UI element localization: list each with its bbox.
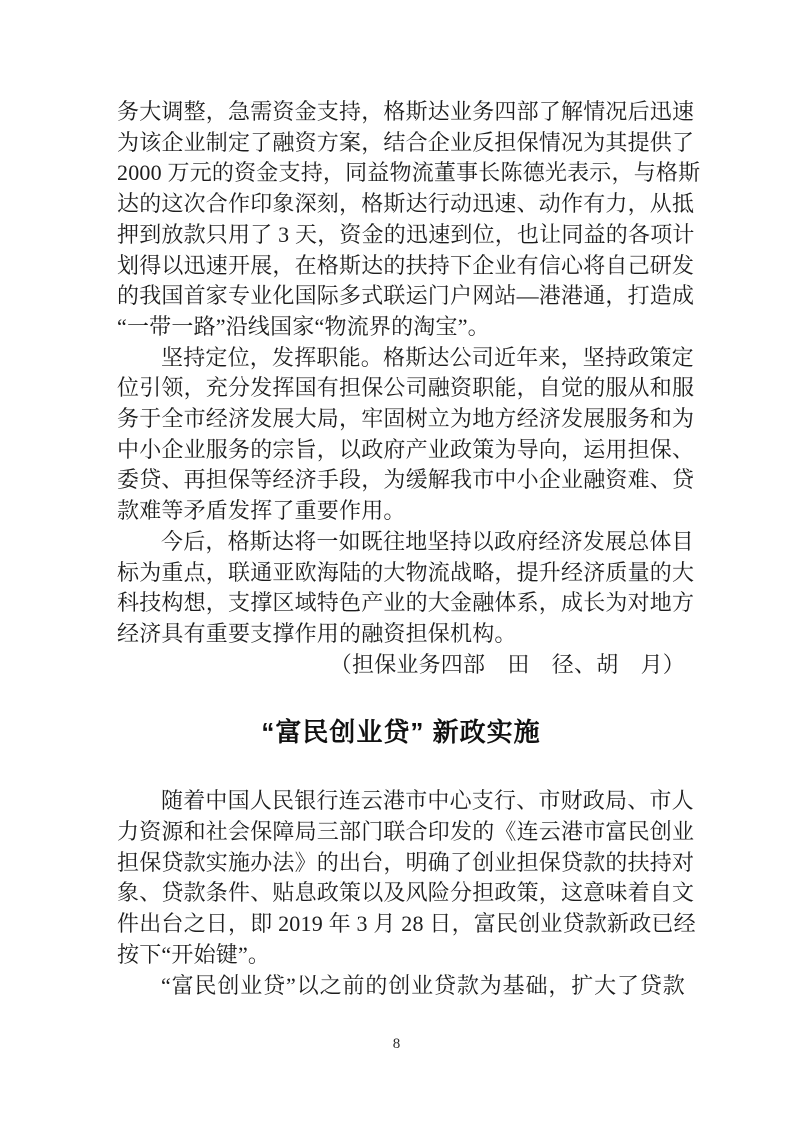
text-line: 按下“开始键”。 xyxy=(117,941,271,967)
byline: （担保业务四部 田 径、胡 月） xyxy=(329,651,685,677)
text-line: 今后，格斯达将一如既往地坚持以政府经济发展总体目 xyxy=(161,528,694,554)
paragraph xyxy=(117,527,695,650)
text-line: 务于全市经济发展大局，牢固树立为地方经济发展服务和为 xyxy=(117,406,695,432)
text-line: 划得以迅速开展，在格斯达的扶持下企业有信心将自己研发 xyxy=(117,252,695,278)
text-line: 务大调整，急需资金支持，格斯达业务四部了解情况后迅速 xyxy=(117,99,695,124)
text-line: 象、贷款条件、贴息政策以及风险分担政策，这意味着自文 xyxy=(117,880,695,906)
text-line: 押到放款只用了 3 天，资金的迅速到位，也让同益的各项计 xyxy=(117,221,695,247)
article-title: “富民创业贷” 新政实施 xyxy=(261,717,541,748)
text-line: “一带一路”沿线国家“物流界的淘宝”。 xyxy=(117,313,490,339)
text-line: 款难等矛盾发挥了重要作用。 xyxy=(117,498,406,524)
paragraph xyxy=(117,971,685,1002)
text-line: 担保贷款实施办法》的出台，明确了创业担保贷款的扶持对 xyxy=(117,849,695,875)
text-line: 件出台之日，即 2019 年 3 月 28 日，富民创业贷款新政已经 xyxy=(117,911,696,937)
paragraph xyxy=(117,97,701,343)
text-line: 中小企业服务的宗旨，以政府产业政策为导向，运用担保、 xyxy=(117,436,695,462)
text-line: 标为重点，联通亚欧海陆的大物流战略，提升经济质量的大 xyxy=(117,559,695,585)
text-line: 经济具有重要支撑作用的融资担保机构。 xyxy=(117,620,517,646)
page-number: 8 xyxy=(392,1036,401,1052)
article-guarantee xyxy=(117,97,701,680)
text-line: 的我国首家专业化国际多式联运门户网站—港港通，打造成 xyxy=(117,283,695,309)
paragraph xyxy=(117,343,695,527)
text-line: 位引领，充分发挥国有担保公司融资职能，自觉的服从和服 xyxy=(117,375,695,401)
text-line: 委贷、再担保等经济手段，为缓解我市中小企业融资难、贷 xyxy=(117,467,695,493)
text-line: 力资源和社会保障局三部门联合印发的《连云港市富民创业 xyxy=(117,819,695,845)
text-line: 达的这次合作印象深刻，格斯达行动迅速、动作有力，从抵 xyxy=(117,191,695,217)
text-line: 为该企业制定了融资方案，结合企业反担保情况为其提供了 xyxy=(117,129,695,155)
article-fumin-loan xyxy=(117,786,696,1001)
page-content xyxy=(117,97,701,1001)
text-line: 随着中国人民银行连云港市中心支行、市财政局、市人 xyxy=(161,788,694,814)
text-line: 坚持定位，发挥职能。格斯达公司近年来，坚持政策定 xyxy=(161,344,694,370)
paragraph xyxy=(117,786,696,970)
text-line: 科技构想，支撑区域特色产业的大金融体系，成长为对地方 xyxy=(117,590,695,616)
text-line: “富民创业贷”以之前的创业贷款为基础，扩大了贷款 xyxy=(161,972,685,998)
text-line: 2000 万元的资金支持，同益物流董事长陈德光表示，与格斯 xyxy=(117,160,701,186)
